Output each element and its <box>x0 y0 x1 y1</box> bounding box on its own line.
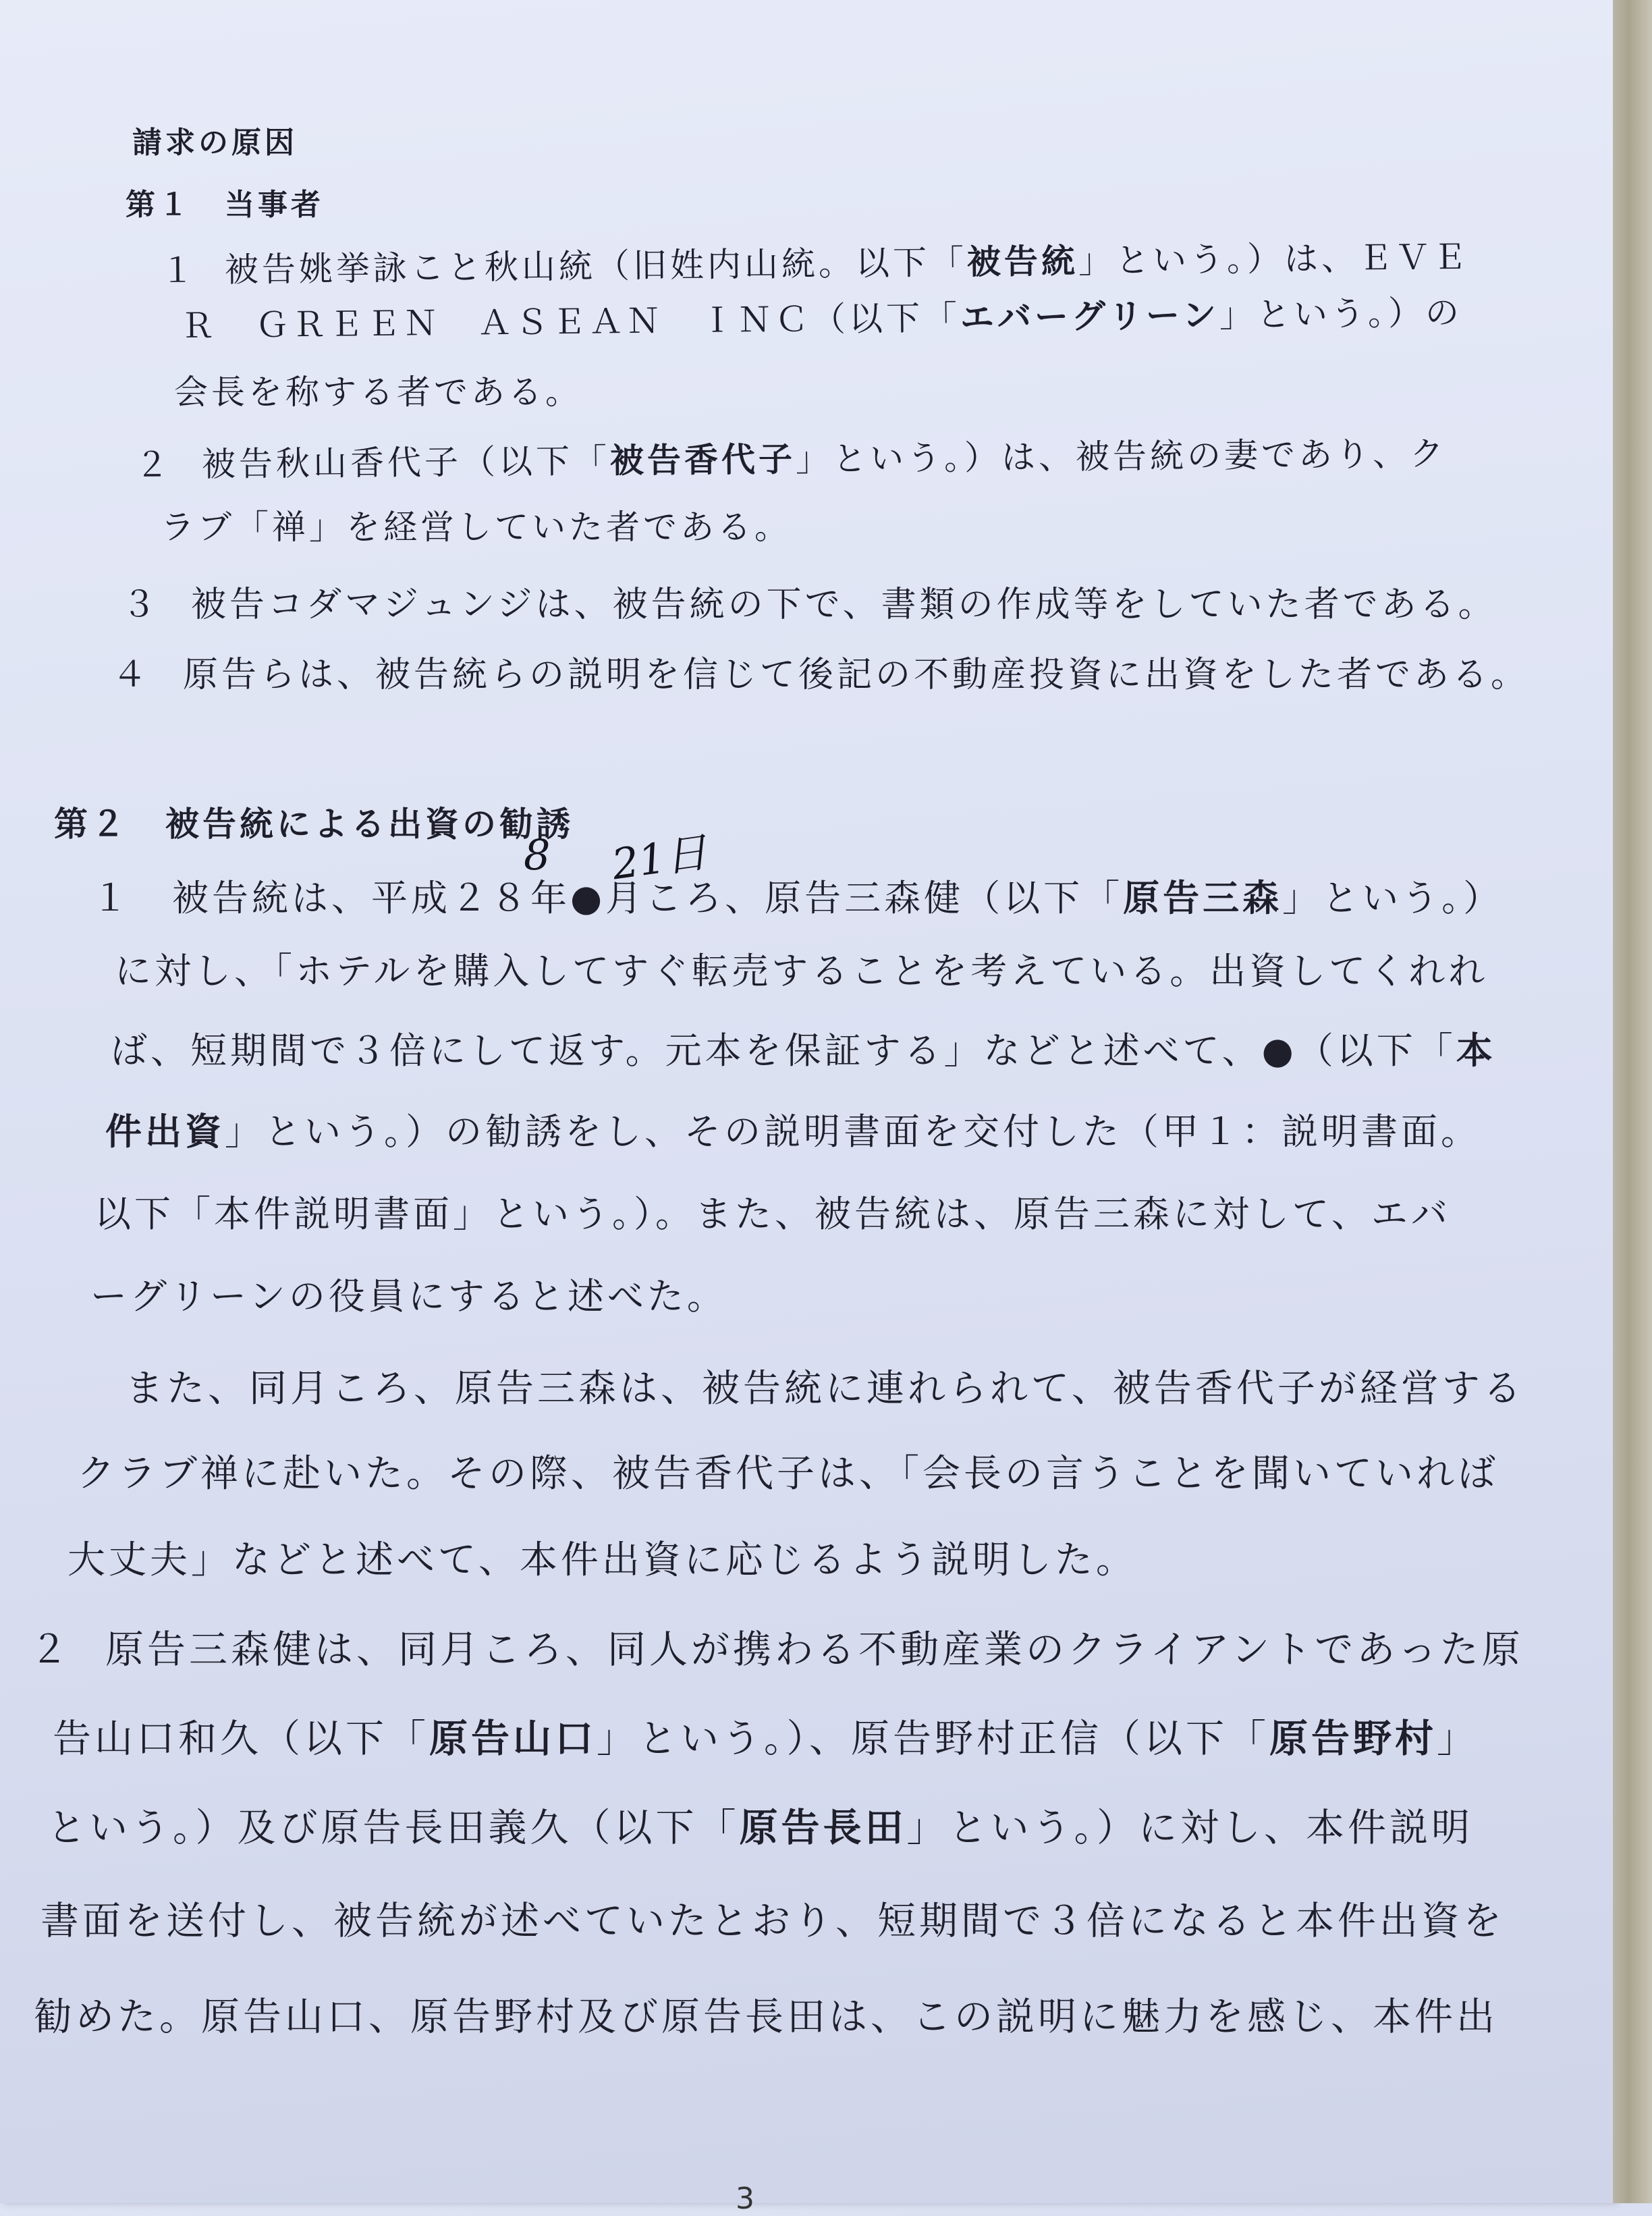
s1-p1-line2: Ｒ ＧＲＥＥＮ ＡＳＥＡＮ ＩＮＣ（以下「エバーグリーン」という。）の <box>180 293 1463 346</box>
s2-p1-line6: ーグリーンの役員にすると述べた。 <box>90 1275 727 1318</box>
s2-p1-number: １ <box>92 877 132 919</box>
s1-p2-line1: ２ 被告秋山香代子（以下「被告香代子」という。）は、被告統の妻であり、ク <box>134 434 1448 485</box>
handwritten-month: 8 <box>524 830 551 880</box>
handwritten-day: 21日 <box>609 827 710 890</box>
background-edge <box>1613 0 1652 2203</box>
s1-p2-line2: ラブ「禅」を経営していた者である。 <box>161 508 792 547</box>
s2-p2-line5: 勧めた。原告山口、原告野村及び原告長田は、この説明に魅力を感じ、本件出 <box>34 1995 1498 2039</box>
section-1-heading: 第１ 当事者 <box>126 188 324 222</box>
s2-p1-line2: に対し、「ホテルを購入してすぐ転売することを考えている。出資してくれれ <box>115 950 1489 992</box>
page-number: 3 <box>736 2182 754 2216</box>
section-2-heading: 第２ 被告統による出資の勧誘 <box>54 805 574 844</box>
s1-p3-line1: ３ 被告コダマジュンジは、被告統の下で、書類の作成等をしていた者である。 <box>121 585 1497 625</box>
s2-p2-line3: という。）及び原告長田義久（以下「原告長田」という。）に対し、本件説明 <box>47 1806 1473 1850</box>
s2-p1-line1: １ 被告統は、平成２８年●月ころ、原告三森健（以下「原告三森」という。） <box>92 877 1504 919</box>
s1-p4-line1: ４ 原告らは、被告統らの説明を信じて後記の不動産投資に出資をした者である。 <box>112 655 1530 695</box>
s2-p2-line1: ２ 原告三森健は、同月ころ、同人が携わる不動産業のクライアントであった原 <box>30 1627 1524 1672</box>
s2-p2-line2: 告山口和久（以下「原告山口」という。）、原告野村正信（以下「原告野村」 <box>53 1717 1479 1761</box>
s2-p1-line8: クラブ禅に赴いた。その際、被告香代子は、「会長の言うことを聞いていれば <box>77 1452 1499 1496</box>
s2-p2-line4: 書面を送付し、被告統が述べていたとおり、短期間で３倍になると本件出資を <box>40 1899 1505 1943</box>
s1-p1-line1: １ 被告姚挙詠こと秋山統（旧姓内山統。以下「被告統」という。）は、ＥＶＥ <box>160 237 1470 290</box>
s1-p4-number: ４ <box>112 655 151 695</box>
s2-p1-line9: 大丈夫」などと述べて、本件出資に応じるよう説明した。 <box>67 1538 1137 1582</box>
s2-p1-line5: 以下「本件説明書面」という。）。また、被告統は、原告三森に対して、エバ <box>94 1193 1451 1235</box>
s1-p1-number: １ <box>160 250 198 290</box>
document-title: 請求の原因 <box>132 126 298 160</box>
s2-p1-line4: 件出資」という。）の勧誘をし、その説明書面を交付した（甲１：説明書面。 <box>105 1110 1481 1153</box>
s2-p1-line7: また、同月ころ、原告三森は、被告統に連れられて、被告香代子が経営する <box>126 1367 1524 1411</box>
s2-p1-line3: ば、短期間で３倍にして返す。元本を保証する」などと述べて、●（以下「本 <box>111 1029 1496 1072</box>
s2-p2-number: ２ <box>30 1627 72 1672</box>
s1-p2-number: ２ <box>134 445 173 485</box>
s1-p1-line3: 会長を称する者である。 <box>174 373 582 412</box>
s1-p3-number: ３ <box>121 585 161 625</box>
